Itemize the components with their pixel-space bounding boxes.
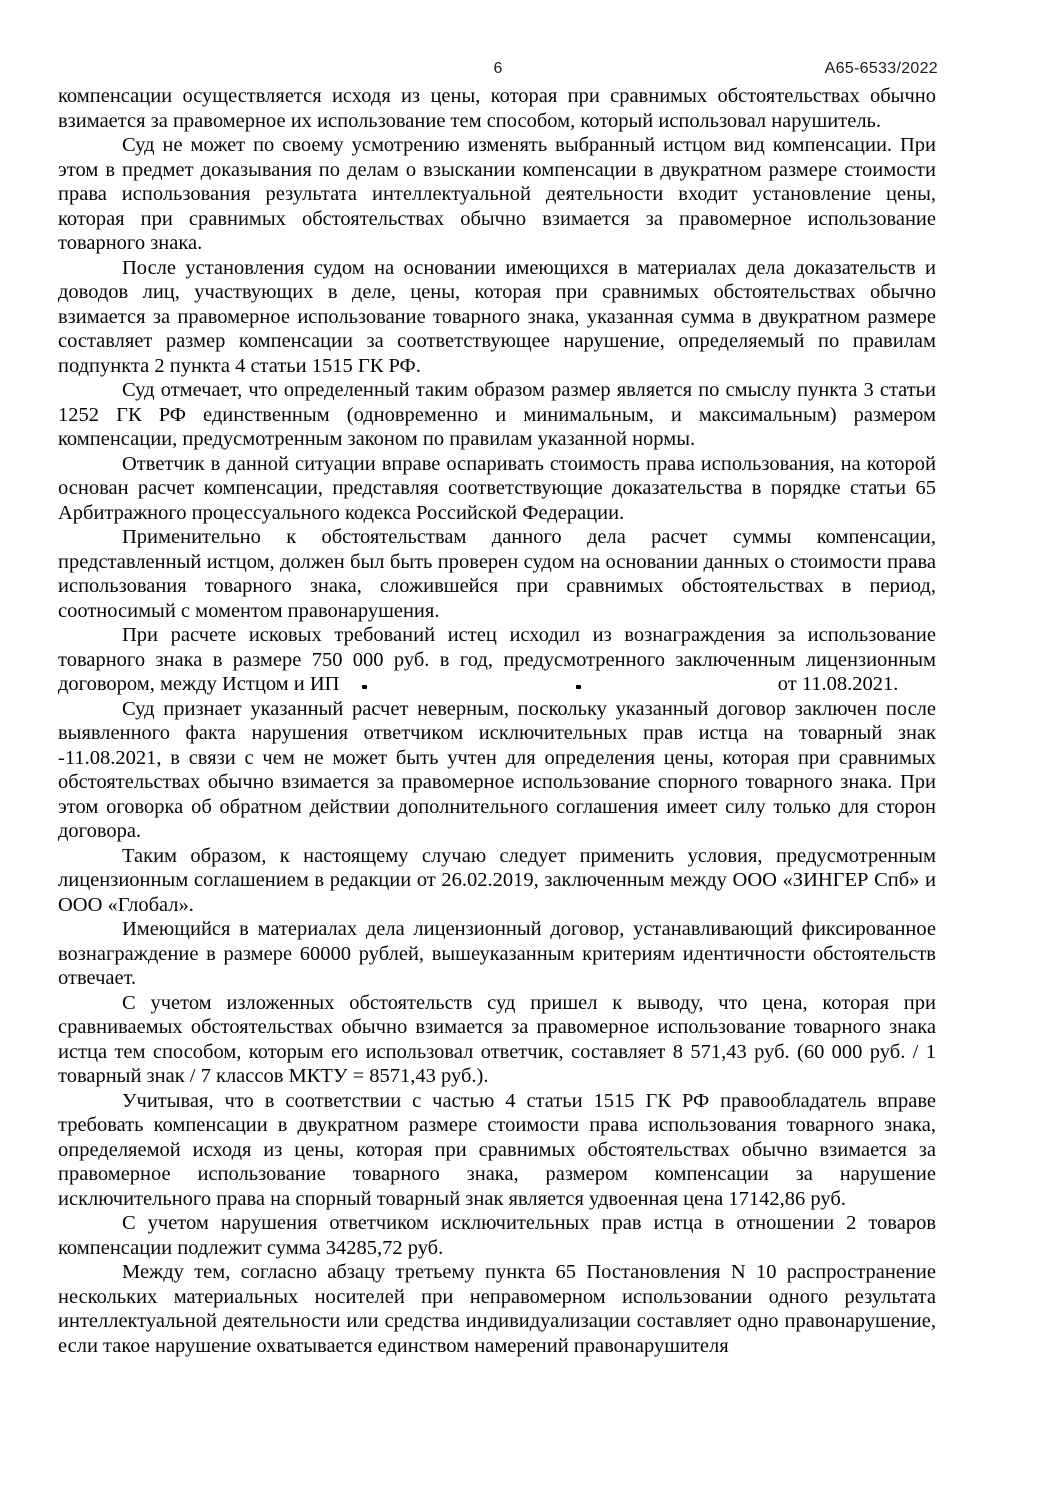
paragraph	[58, 623, 936, 697]
paragraph: С учетом нарушения ответчиком исключительных прав истца в отношении 2 товаров компенсации подлежит сумма 34285,72 руб.	[58, 1212, 936, 1259]
paragraph: Ответчик в данной ситуации вправе оспаривать стоимость права использования, на которой основан расчет компенсации, представляя соответствующие доказательства в порядке статьи 65 Арбитражного процессуального кодекса Российской Федерации.	[58, 452, 936, 524]
paragraph: Учитывая, что в соответствии с частью 4 статьи 1515 ГК РФ правообладатель вправе требовать компенсации в двукратном размере стоимости права использования товарного знака, определяемой исходя из цены, которая при сравнимых обстоятельствах обычно взимается за правомерное использование товарного знака, размером компенсации за нарушение исключительного права на спорный товарный знак является удвоенная цена 17142,86 руб.	[58, 1089, 936, 1210]
case-number: А65-6533/2022	[824, 60, 938, 77]
paragraph: Таким образом, к настоящему случаю следует применить условия, предусмотренным лицензионным соглашением в редакции от 26.02.2019, заключенным между ООО «ЗИНГЕР Спб» и ООО «Глобал».	[58, 844, 936, 916]
paragraph: Применительно к обстоятельствам данного дела расчет суммы компенсации, представленный истцом, должен был быть проверен судом на основании данных о стоимости права использования товарного знака, сложившейся при сравнимых обстоятельствах в период, соотносимый с моментом правонарушения.	[58, 526, 936, 622]
page-header	[58, 60, 938, 82]
redaction-artifact-dot	[362, 685, 367, 689]
paragraph: Суд не может по своему усмотрению изменять выбранный истцом вид компенсации. При этом в предмет доказывания по делам о взыскании компенсации в двукратном размере стоимости права использования результата интеллектуальной деятельности входит установление цены, которая при сравнимых обстоятельствах обычно взимается за правомерное использование товарного знака.	[58, 134, 936, 254]
paragraph: Суд отмечает, что определенный таким образом размер является по смыслу пункта 3 статьи 1252 ГК РФ единственным (одновременно и минимальным, и максимальным) размером компенсации, предусмотренным законом по правилам указанной нормы.	[58, 379, 936, 450]
redacted-text-gap	[345, 676, 773, 690]
paragraph: После установления судом на основании имеющихся в материалах дела доказательств и доводов лиц, участвующих в деле, цены, которая при сравнимых обстоятельствах обычно взимается за правомерное использование товарного знака, указанная сумма в двукратном размере составляет размер компенсации за соответствующее нарушение, определяемый по правилам подпункта 2 пункта 4 статьи 1515 ГК РФ.	[58, 256, 936, 377]
paragraph: Суд признает указанный расчет неверным, поскольку указанный договор заключен после выявленного факта нарушения ответчиком исключительных прав истца на товарный знак -11.08.2021, в связи с чем не может быть учтен для определения цены, которая при сравнимых обстоятельствах обычно взимается за правомерное использование спорного товарного знака. При этом оговорка об обратном действии дополнительного соглашения имеет силу только для сторон договора.	[58, 697, 936, 842]
redaction-artifact-dot	[576, 685, 581, 689]
paragraph: С учетом изложенных обстоятельств суд пришел к выводу, что цена, которая при сравниваемых обстоятельствах обычно взимается за правомерное использование товарного знака истца тем способом, которым его использовал ответчик, составляет 8 571,43 руб. (60 000 руб. / 1 товарный знак / 7 классов МКТУ = 8571,43 руб.).	[58, 991, 936, 1087]
paragraph: Между тем, согласно абзацу третьему пункта 65 Постановления N 10 распространение нескольких материальных носителей при неправомерном использовании одного результата интеллектуальной деятельности или средства индивидуализации составляет одно правонарушение, если такое нарушение охватывается единством намерений правонарушителя	[58, 1261, 936, 1357]
paragraph: Имеющийся в материалах дела лицензионный договор, устанавливающий фиксированное вознаграждение в размере 60000 рублей, вышеуказанным критериям идентичности обстоятельств отвечает.	[58, 918, 936, 989]
page-number: 6	[493, 60, 503, 77]
paragraph: компенсации осуществляется исходя из цены, которая при сравнимых обстоятельствах обычно взимается за правомерное их использование тем способом, который использовал нарушитель.	[58, 85, 936, 132]
document-body	[58, 84, 936, 1358]
paragraph-text: При расчете исковых требований истец исходил из вознаграждения за использование товарного знака в размере 750 000 руб. в год, предусмотренного заключенным лицензионным договором, между Истцом и ИП	[58, 624, 936, 695]
paragraph-text: от 11.08.2021.	[777, 673, 899, 695]
